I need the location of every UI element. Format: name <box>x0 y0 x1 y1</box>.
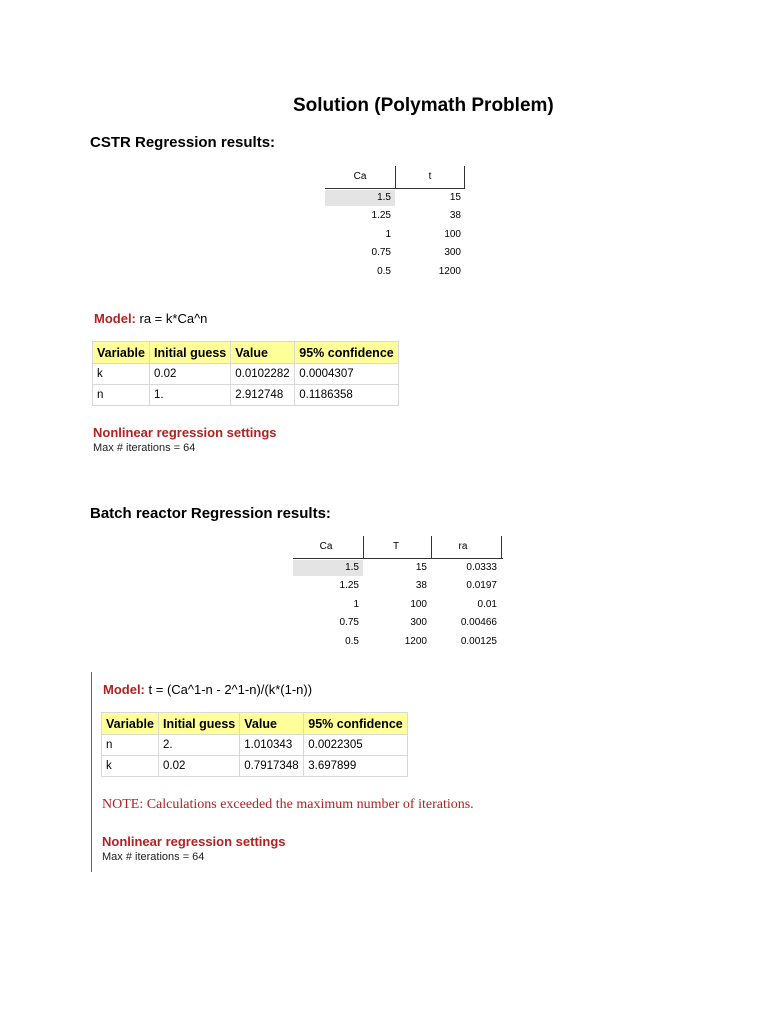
cell: 3.697899 <box>304 756 407 777</box>
cell: 2. <box>159 735 240 756</box>
cell: k <box>102 756 159 777</box>
header-cell: Initial guess <box>159 713 240 735</box>
model-equation: t = (Ca^1-n - 2^1-n)/(k*(1-n)) <box>148 682 313 697</box>
header-cell: Initial guess <box>150 342 231 364</box>
table-row <box>102 735 408 756</box>
cell[interactable]: 300 <box>444 247 461 258</box>
cell[interactable]: 0.01 <box>477 599 497 610</box>
header-cell: Value <box>240 713 304 735</box>
column-divider[interactable] <box>431 536 432 558</box>
cell[interactable]: 100 <box>444 229 461 240</box>
table-row[interactable] <box>293 636 503 654</box>
cell[interactable]: 1.5 <box>345 562 359 573</box>
cell: 0.0102282 <box>231 364 295 385</box>
table-row[interactable] <box>293 599 503 617</box>
cell[interactable]: 1.25 <box>371 210 391 221</box>
cell[interactable]: 1200 <box>438 266 461 277</box>
table-row <box>93 385 399 406</box>
results-header-row <box>93 342 399 364</box>
cell: 0.1186358 <box>295 385 398 406</box>
header-cell: 95% confidence <box>304 713 407 735</box>
header-underline <box>325 188 465 189</box>
header-cell: Value <box>231 342 295 364</box>
cstr-heading: CSTR Regression results: <box>90 134 276 151</box>
model-label: Model: <box>103 682 145 697</box>
table-row <box>93 364 399 385</box>
cstr-settings-title: Nonlinear regression settings <box>93 425 277 440</box>
table-row <box>102 756 408 777</box>
cell: n <box>102 735 159 756</box>
cell: 0.0004307 <box>295 364 398 385</box>
cell[interactable]: 1 <box>353 599 359 610</box>
table-row[interactable] <box>325 266 465 284</box>
header-cell: Variable <box>102 713 159 735</box>
cstr-data-table <box>325 166 470 286</box>
col-header-ra: ra <box>458 541 468 552</box>
table-row[interactable] <box>325 229 465 247</box>
cell: 0.0022305 <box>304 735 407 756</box>
results-header-row <box>102 713 408 735</box>
cell: 0.02 <box>159 756 240 777</box>
cell[interactable]: 300 <box>410 617 427 628</box>
cell: 0.7917348 <box>240 756 304 777</box>
page-title: Solution (Polymath Problem) <box>293 95 554 116</box>
cell[interactable]: 1200 <box>404 636 427 647</box>
column-divider[interactable] <box>464 166 465 188</box>
header-cell: Variable <box>93 342 150 364</box>
cell[interactable]: 1 <box>385 229 391 240</box>
table-row[interactable] <box>293 580 503 598</box>
batch-settings-body: Max # iterations = 64 <box>102 851 205 863</box>
cell[interactable]: 0.0197 <box>466 580 497 591</box>
table-row[interactable] <box>325 247 465 265</box>
cell[interactable]: 0.5 <box>345 636 359 647</box>
table-row[interactable] <box>293 562 503 580</box>
cell: n <box>93 385 150 406</box>
header-cell: 95% confidence <box>295 342 398 364</box>
cell[interactable]: 38 <box>415 580 427 591</box>
cstr-settings-body: Max # iterations = 64 <box>93 442 196 454</box>
cell[interactable]: 100 <box>410 599 427 610</box>
cell[interactable]: 1.5 <box>377 192 391 203</box>
cell[interactable]: 1.25 <box>339 580 359 591</box>
col-header-ca: Ca <box>353 171 367 182</box>
cell[interactable]: 15 <box>415 562 427 573</box>
cell[interactable]: 38 <box>449 210 461 221</box>
model-label: Model: <box>94 311 136 326</box>
cell[interactable]: 0.0333 <box>466 562 497 573</box>
quote-bar <box>91 672 92 872</box>
table-row[interactable] <box>325 192 465 210</box>
cell[interactable]: 15 <box>449 192 461 203</box>
table-row[interactable] <box>293 617 503 635</box>
col-header-ca: Ca <box>319 541 333 552</box>
column-divider[interactable] <box>395 166 396 188</box>
table-row[interactable] <box>325 210 465 228</box>
cell[interactable]: 0.00466 <box>460 617 497 628</box>
column-divider[interactable] <box>501 536 502 558</box>
cell[interactable]: 0.75 <box>339 617 359 628</box>
batch-data-header <box>293 536 503 558</box>
cell: k <box>93 364 150 385</box>
cell: 0.02 <box>150 364 231 385</box>
cell[interactable]: 0.5 <box>377 266 391 277</box>
cstr-model <box>94 311 207 326</box>
batch-settings-title: Nonlinear regression settings <box>102 834 286 849</box>
cell: 2.912748 <box>231 385 295 406</box>
batch-heading: Batch reactor Regression results: <box>90 505 331 522</box>
model-equation: ra = k*Ca^n <box>139 311 208 326</box>
header-underline <box>293 558 503 559</box>
cell: 1. <box>150 385 231 406</box>
col-header-t: T <box>392 541 400 552</box>
column-divider[interactable] <box>363 536 364 558</box>
batch-data-table <box>293 536 508 656</box>
cell[interactable]: 0.75 <box>371 247 391 258</box>
cstr-results-table <box>92 341 399 406</box>
iteration-note: NOTE: Calculations exceeded the maximum number of iterations. <box>102 797 474 812</box>
batch-model <box>103 682 312 697</box>
cell: 1.010343 <box>240 735 304 756</box>
cell[interactable]: 0.00125 <box>460 636 497 647</box>
batch-results-table <box>101 712 408 777</box>
col-header-t: t <box>428 171 432 182</box>
